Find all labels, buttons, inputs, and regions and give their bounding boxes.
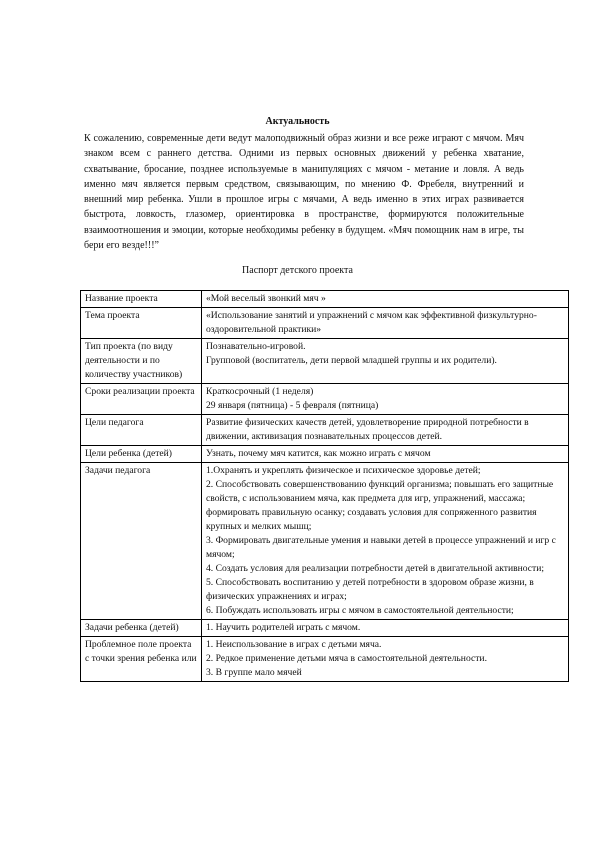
row-value-line: 4. Создать условия для реализации потребности детей в двигательной активности; — [206, 563, 545, 574]
row-value-line: 1. Научить родителей играть с мячом. — [206, 622, 361, 633]
row-value-line: 6. Побуждать использовать игры с мячом в самостоятельной деятельности; — [206, 605, 514, 616]
row-label: Тема проекта — [81, 308, 202, 339]
row-value-line: 3. В группе мало мячей — [206, 667, 302, 678]
row-value-line: 2. Способствовать совершенствованию функций организма; повышать его защитные свойств, с использованием мяча, как предмета для игр, упражнений, массажа; формировать правильную осанку; создавать условия для сопряженного развития крупных и мелких мышц; — [206, 479, 554, 532]
row-value-line: 3. Формировать двигательные умения и навыки детей в процессе упражнений и игр с мячом; — [206, 535, 556, 560]
row-value-line: 1.Охранять и укреплять физическое и психическое здоровье детей; — [206, 465, 481, 476]
row-value — [202, 384, 569, 415]
row-value-line: 2. Редкое применение детьми мяча в самостоятельной деятельности. — [206, 653, 487, 664]
row-value-line: Узнать, почему мяч катится, как можно играть с мячом — [206, 448, 431, 459]
row-value-line: «Мой веселый звонкий мяч » — [206, 293, 326, 304]
row-value-line: 1. Неиспользование в играх с детьми мяча. — [206, 639, 382, 650]
section-heading: Актуальность — [265, 116, 330, 127]
table-row — [81, 446, 569, 463]
row-label: Цели педагога — [81, 415, 202, 446]
row-value — [202, 620, 569, 637]
row-value — [202, 339, 569, 384]
row-label: Сроки реализации проекта — [81, 384, 202, 415]
row-value-line: Познавательно-игровой. — [206, 341, 306, 352]
row-value — [202, 446, 569, 463]
row-value — [202, 415, 569, 446]
row-value — [202, 637, 569, 682]
row-value — [202, 291, 569, 308]
row-value-line: 29 января (пятница) - 5 февраля (пятница) — [206, 400, 379, 411]
project-passport-table — [80, 290, 569, 682]
row-label: Задачи ребенка (детей) — [81, 620, 202, 637]
row-value-line: Краткосрочный (1 неделя) — [206, 386, 314, 397]
row-value-line: 5. Способствовать воспитанию у детей потребности в здоровом образе жизни, в физических упражнениях и играх; — [206, 577, 534, 602]
table-row — [81, 308, 569, 339]
table-row — [81, 339, 569, 384]
row-value-line: Развитие физических качеств детей, удовлетворение природной потребности в движении, активизация познавательных процессов детей. — [206, 417, 529, 442]
row-value — [202, 463, 569, 620]
row-value-line: «Использование занятий и упражнений с мячом как эффективной физкультурно-оздоровительной практики» — [206, 310, 537, 335]
table-title: Паспорт детского проекта — [242, 265, 353, 276]
table-row — [81, 637, 569, 682]
row-label: Цели ребенка (детей) — [81, 446, 202, 463]
table-row — [81, 620, 569, 637]
row-label: Проблемное поле проекта с точки зрения ребенка или — [81, 637, 202, 682]
row-value-line: Групповой (воспитатель, дети первой младшей группы и их родители). — [206, 355, 497, 366]
row-label: Название проекта — [81, 291, 202, 308]
table-row — [81, 291, 569, 308]
row-label: Тип проекта (по виду деятельности и по количеству участников) — [81, 339, 202, 384]
row-label: Задачи педагога — [81, 463, 202, 620]
table-row — [81, 384, 569, 415]
table-row — [81, 463, 569, 620]
intro-paragraph: К сожалению, современные дети ведут малоподвижный образ жизни и все реже играют с мячом. Мяч знаком всем с раннего детства. Одними из первых основных движений у ребенка хватание, схватывание, бросание, позднее используемые в манипуляциях с мячом - метание и ловля. А ведь именно мяч является первым средством, связывающим, по мнению Ф. Фребеля, внутренний и внешний мир ребенка. Ушли в прошлое игры с мячами, А ведь именно в этих играх развивается быстрота, ловкость, глазомер, ориентировка в пространстве, формируются положительные взаимоотношения и эмоции, которые необходимы ребенку в будущем. «Мяч помощник нам в игре, ты бери его везде!!!” — [84, 133, 524, 252]
row-value — [202, 308, 569, 339]
table-row — [81, 415, 569, 446]
